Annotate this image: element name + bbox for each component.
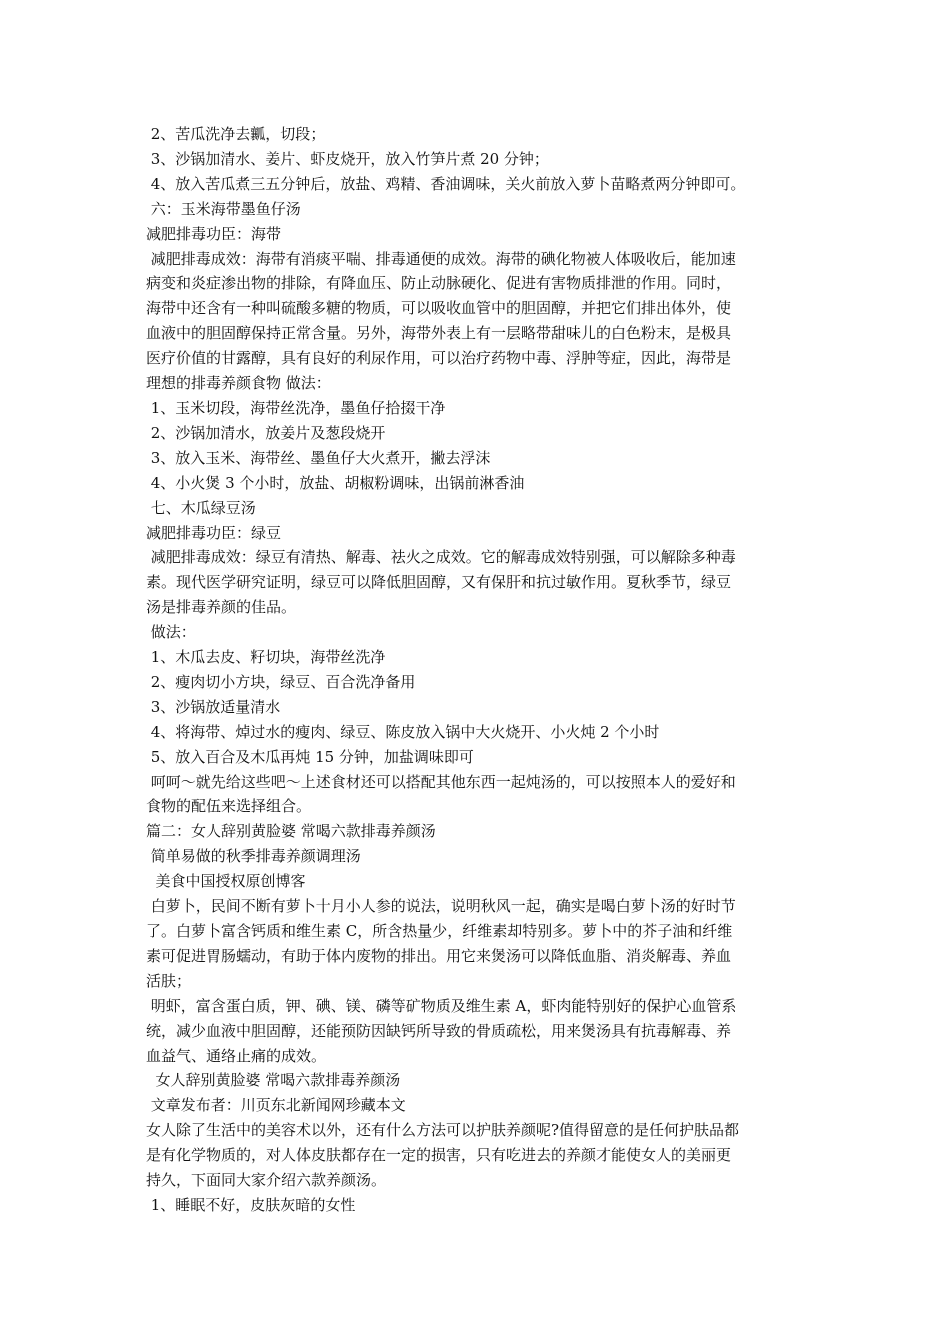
- text-line: 血液中的胆固醇保持正常含量。另外，海带外表上有一层略带甜味儿的白色粉末，是极具: [146, 324, 732, 343]
- text-line: 海带中还含有一种叫硫酸多糖的物质，可以吸收血管中的胆固醇，并把它们排出体外，使: [146, 299, 732, 318]
- text-line: 3、沙锅加清水、姜片、虾皮烧开，放入竹笋片煮 20 分钟；: [146, 149, 549, 168]
- text-line: 4、小火煲 3 个小时，放盐、胡椒粉调味，出锅前淋香油: [146, 473, 525, 492]
- text-line: 1、玉米切段，海带丝洗净，墨鱼仔拾掇干净: [146, 398, 446, 417]
- section-heading: 七、木瓜绿豆汤: [146, 498, 256, 517]
- text-line: 1、睡眠不好，皮肤灰暗的女性: [146, 1195, 356, 1214]
- section-heading: 篇二：女人辞别黄脸婆 常喝六款排毒养颜汤: [146, 822, 436, 841]
- text-line: 减肥排毒成效：绿豆有清热、解毒、祛火之成效。它的解毒成效特别强，可以解除多种毒: [146, 548, 736, 567]
- text-line: 素。现代医学研究证明，绿豆可以降低胆固醇，又有保肝和抗过敏作用。夏秋季节，绿豆: [146, 573, 732, 592]
- text-line: 文章发布者：川页东北新闻网珍藏本文: [146, 1096, 406, 1115]
- text-line: 2、瘦肉切小方块，绿豆、百合洗净备用: [146, 672, 416, 691]
- text-line: 是有化学物质的，对人体皮肤都存在一定的损害，只有吃进去的养颜才能使女人的美丽更: [146, 1146, 732, 1165]
- text-line: 病变和炎症渗出物的排除，有降血压、防止动脉硬化、促进有害物质排泄的作用。同时，: [146, 274, 732, 293]
- text-line: 3、放入玉米、海带丝、墨鱼仔大火煮开，撇去浮沫: [146, 448, 491, 467]
- text-line: 血益气、通络止痛的成效。: [146, 1046, 327, 1065]
- text-line: 做法：: [146, 623, 196, 642]
- text-line: 素可促进胃肠蠕动，有助于体内废物的排出。用它来煲汤可以降低血脂、消炎解毒、养血: [146, 946, 732, 965]
- text-line: 简单易做的秋季排毒养颜调理汤: [146, 847, 361, 866]
- text-line: 明虾，富含蛋白质，钾、碘、镁、磷等矿物质及维生素 A，虾肉能特别好的保护心血管系: [146, 996, 737, 1015]
- text-line: 减肥排毒功臣：海带: [146, 224, 282, 243]
- text-line: 了。白萝卜富含钙质和维生素 C，所含热量少，纤维素却特别多。萝卜中的芥子油和纤维: [146, 922, 733, 940]
- section-heading: 女人辞别黄脸婆 常喝六款排毒养颜汤: [146, 1071, 401, 1090]
- text-line: 减肥排毒成效：海带有消痰平喘、排毒通便的成效。海带的碘化物被人体吸收后，能加速: [146, 249, 736, 268]
- text-line: 理想的排毒养颜食物 做法：: [146, 374, 331, 393]
- text-line: 4、将海带、焯过水的瘦肉、绿豆、陈皮放入锅中大火烧开、小火炖 2 个小时: [146, 722, 660, 741]
- text-line: 医疗价值的甘露醇，具有良好的利尿作用，可以治疗药物中毒、浮肿等症，因此，海带是: [146, 349, 732, 368]
- text-line: 女人除了生活中的美容术以外，还有什么方法可以护肤养颜呢?值得留意的是任何护肤品都: [146, 1121, 740, 1140]
- text-line: 减肥排毒功臣：绿豆: [146, 523, 282, 542]
- text-line: 持久，下面同大家介绍六款养颜汤。: [146, 1171, 387, 1190]
- text-line: 食物的配伍来选择组合。: [146, 797, 312, 816]
- text-line: 白萝卜，民间不断有萝卜十月小人参的说法，说明秋风一起，确实是喝白萝卜汤的好时节: [146, 897, 736, 916]
- text-line: 5、放入百合及木瓜再炖 15 分钟，加盐调味即可: [146, 747, 474, 766]
- text-line: 4、放入苦瓜煮三五分钟后，放盐、鸡精、香油调味，关火前放入萝卜苗略煮两分钟即可。: [146, 174, 746, 193]
- text-line: 统，减少血液中胆固醇，还能预防因缺钙所导致的骨质疏松，用来煲汤具有抗毒解毒、养: [146, 1021, 732, 1040]
- text-line: 3、沙锅放适量清水: [146, 697, 281, 716]
- text-line: 汤是排毒养颜的佳品。: [146, 598, 297, 617]
- document-body: [146, 122, 811, 1218]
- text-line: 呵呵～就先给这些吧～上述食材还可以搭配其他东西一起炖汤的，可以按照本人的爱好和: [146, 772, 736, 791]
- text-line: 2、沙锅加清水，放姜片及葱段烧开: [146, 423, 386, 442]
- text-line: 1、木瓜去皮、籽切块，海带丝洗净: [146, 648, 386, 667]
- text-line: 活肤；: [146, 971, 192, 990]
- text-line: 美食中国授权原创博客: [146, 872, 306, 891]
- text-line: 2、苦瓜洗净去瓤，切段；: [146, 125, 326, 143]
- section-heading: 六：玉米海带墨鱼仔汤: [146, 199, 301, 218]
